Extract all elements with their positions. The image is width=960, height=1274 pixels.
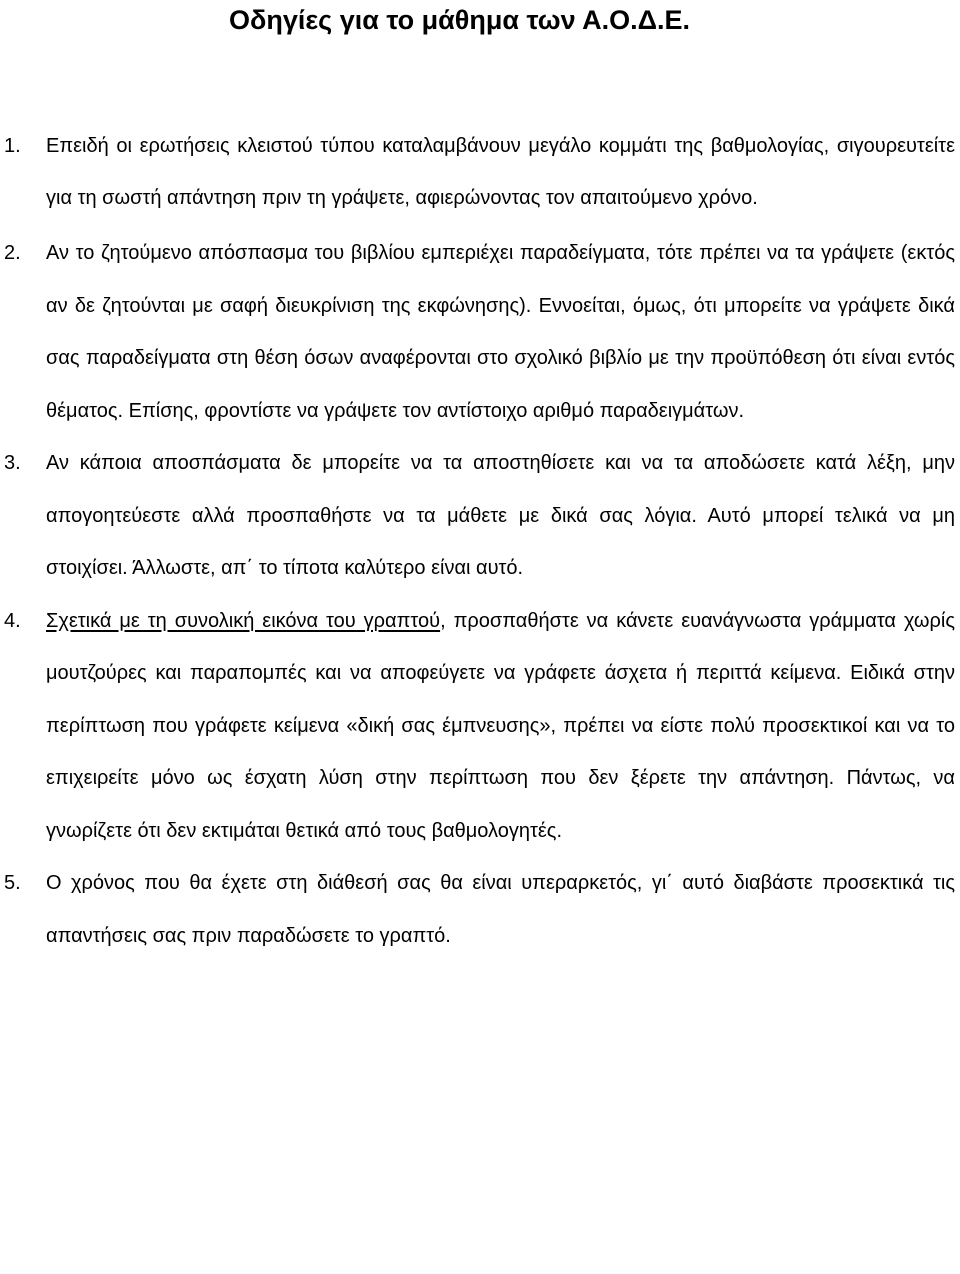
item-number: 1. [4, 135, 21, 157]
item-text: , προσπαθήστε να κάνετε ευανάγνωστα γράμματα χωρίς μουτζούρες και παραπομπές και να αποφεύγετε να γράφετε άσχετα ή περιττά κείμενα. Ειδικά στην περίπτωση που γράφετε κείμενα «δική σας έμπνευσης», πρέπει να είστε πολύ προσεκτικοί και να το επιχειρείτε μόνο ως έσχατη λύση στην περίπτωση που δεν ξέρετε την απάντηση. Πάντως, να γνωρίζετε ότι δεν εκτιμάται θετικά από τους βαθμολογητές. [46, 609, 955, 842]
item-text: Επειδή οι ερωτήσεις κλειστού τύπου καταλαμβάνουν μεγάλο κομμάτι της βαθμολογίας, σιγουρευτείτε για τη σωστή απάντηση πριν τη γράψετε, αφιερώνοντας τον απαιτούμενο χρόνο. [46, 135, 955, 209]
list-item-1 [0, 121, 955, 224]
item-number: 3. [4, 452, 21, 474]
item-text: Ο χρόνος που θα έχετε στη διάθεσή σας θα είναι υπεραρκετός, γι΄ αυτό διαβάστε προσεκτικά τις απαντήσεις σας πριν παραδώσετε το γραπτό. [46, 872, 955, 947]
list-item-3 [0, 437, 955, 595]
list-item-2 [0, 227, 955, 437]
page-title: Οδηγίες για το μάθημα των Α.Ο.Δ.Ε. [228, 5, 691, 35]
list-item-4 [0, 595, 955, 858]
item-number: 4. [4, 609, 21, 632]
item-text: Αν το ζητούμενο απόσπασμα του βιβλίου εμπεριέχει παραδείγματα, τότε πρέπει να τα γράψετε (εκτός αν δε ζητούνται με σαφή διευκρίνιση της εκφώνησης). Εννοείται, όμως, ότι μπορείτε να γράψετε δικά σας παραδείγματα στη θέση όσων αναφέρονται στο σχολικό βιβλίο με την προϋπόθεση ότι είναι εντός θέματος. Επίσης, φροντίστε να γράψετε τον αντίστοιχο αριθμό παραδειγμάτων. [46, 242, 955, 422]
item-number: 2. [4, 242, 21, 264]
item-number: 5. [4, 872, 21, 894]
list-item-5 [0, 857, 955, 962]
instructions-list [0, 121, 955, 962]
item-text-underlined: Σχετικά με τη συνολική εικόνα του γραπτού [46, 609, 441, 632]
item-text: Αν κάποια αποσπάσματα δε μπορείτε να τα αποστηθίσετε και να τα αποδώσετε κατά λέξη, μην απογοητεύεστε αλλά προσπαθήστε να τα μάθετε με δικά σας λόγια. Αυτό μπορεί τελικά να μη στοιχίσει. Άλλωστε, απ΄ το τίποτα καλύτερο είναι αυτό. [46, 452, 955, 579]
item-text-wrapper [46, 595, 955, 858]
